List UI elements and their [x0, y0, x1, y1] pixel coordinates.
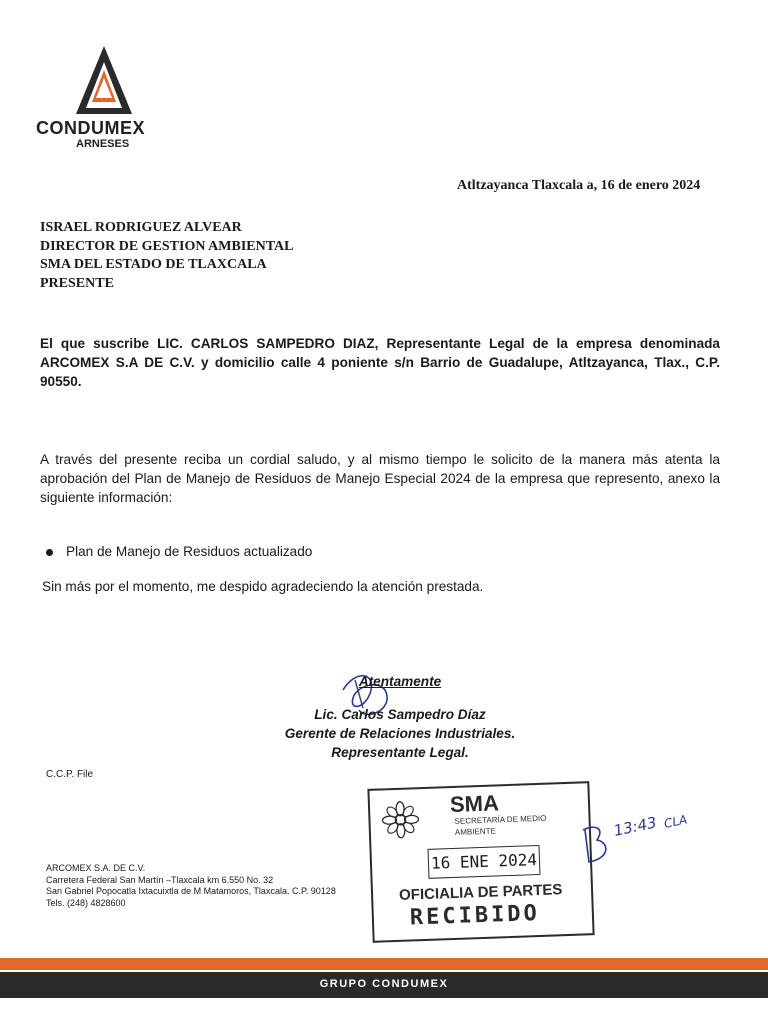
address-phone: Tels. (248) 4828600 — [46, 897, 126, 908]
closing-paragraph: Sin más por el momento, me despido agradeciendo la atención prestada. — [42, 579, 484, 594]
signer-name: Lic. Carlos Sampedro Díaz — [314, 707, 486, 722]
address-street: Carretera Federal San Martín –Tlaxcala km 6.550 No. 32 — [46, 874, 274, 885]
recipient-title: DIRECTOR DE GESTION AMBIENTAL — [40, 238, 294, 254]
recipient-name: ISRAEL RODRIGUEZ ALVEAR — [40, 220, 242, 235]
address-company: ARCOMEX S.A. DE C.V. — [46, 863, 146, 873]
reception-stamp — [367, 781, 594, 943]
signature-greeting: Atentamente — [358, 674, 442, 689]
intro-paragraph: El que suscribe LIC. CARLOS SAMPEDRO DIAZ, Representante Legal de la empresa denominada ARCOMEX S.A DE C.V. y domicilio calle 4 poniente s/n Barrio de Guadalupe, Atltzayanca, Tlax., C.P. 90550. — [40, 336, 720, 389]
flower-emblem-icon — [380, 799, 421, 840]
signer-role: Representante Legal. — [331, 745, 469, 760]
stamp-date: 16 ENE 2024 — [428, 845, 541, 879]
recipient-presente: PRESENTE — [40, 275, 114, 291]
recipient-block — [40, 219, 293, 293]
company-address — [46, 863, 336, 909]
footer-bar — [0, 972, 768, 998]
footer-text: GRUPO CONDUMEX — [319, 978, 449, 990]
signature-block — [250, 672, 550, 762]
brand-subtitle: ARNESES — [76, 138, 130, 150]
recipient-org: SMA DEL ESTADO DE TLAXCALA — [40, 257, 267, 272]
stamp-received: RECIBIDO — [409, 900, 541, 931]
signer-title: Gerente de Relaciones Industriales. — [284, 726, 516, 741]
company-logo — [36, 44, 176, 154]
ccp-line: C.C.P. File — [46, 769, 94, 780]
stamp-org: SMA — [449, 790, 500, 818]
stamp-org-line2: AMBIENTE — [454, 826, 496, 837]
body-paragraph: A través del presente reciba un cordial saludo, y al mismo tiempo le solicito de la manera más atenta la aprobación del Plan de Manejo de Residuos de Manejo Especial 2024 de la empresa que represento, anexo la siguiente información: — [40, 452, 720, 505]
bullet-dot-icon — [46, 549, 53, 556]
brand-name: CONDUMEX — [36, 118, 146, 138]
handwritten-time: 13:43 — [612, 813, 659, 840]
date-line: Atltzayanca Tlaxcala a, 16 de enero 2024 — [457, 178, 701, 193]
address-city: San Gabriel Popocatla Ixtacuixtla de M Matamoros, Tlaxcala. C.P. 90128 — [46, 886, 336, 896]
footer-accent-stripe — [0, 958, 768, 970]
handwritten-initials: CLA — [662, 812, 689, 831]
bullet-list-item — [66, 544, 312, 559]
stamp-org-line1: SECRETARÍA DE MEDIO — [454, 813, 547, 826]
bullet-text: Plan de Manejo de Residuos actualizado — [66, 544, 313, 559]
handwritten-note — [575, 800, 705, 880]
stamp-office: OFICIALIA DE PARTES — [398, 881, 563, 904]
condumex-triangle-icon — [74, 44, 134, 116]
